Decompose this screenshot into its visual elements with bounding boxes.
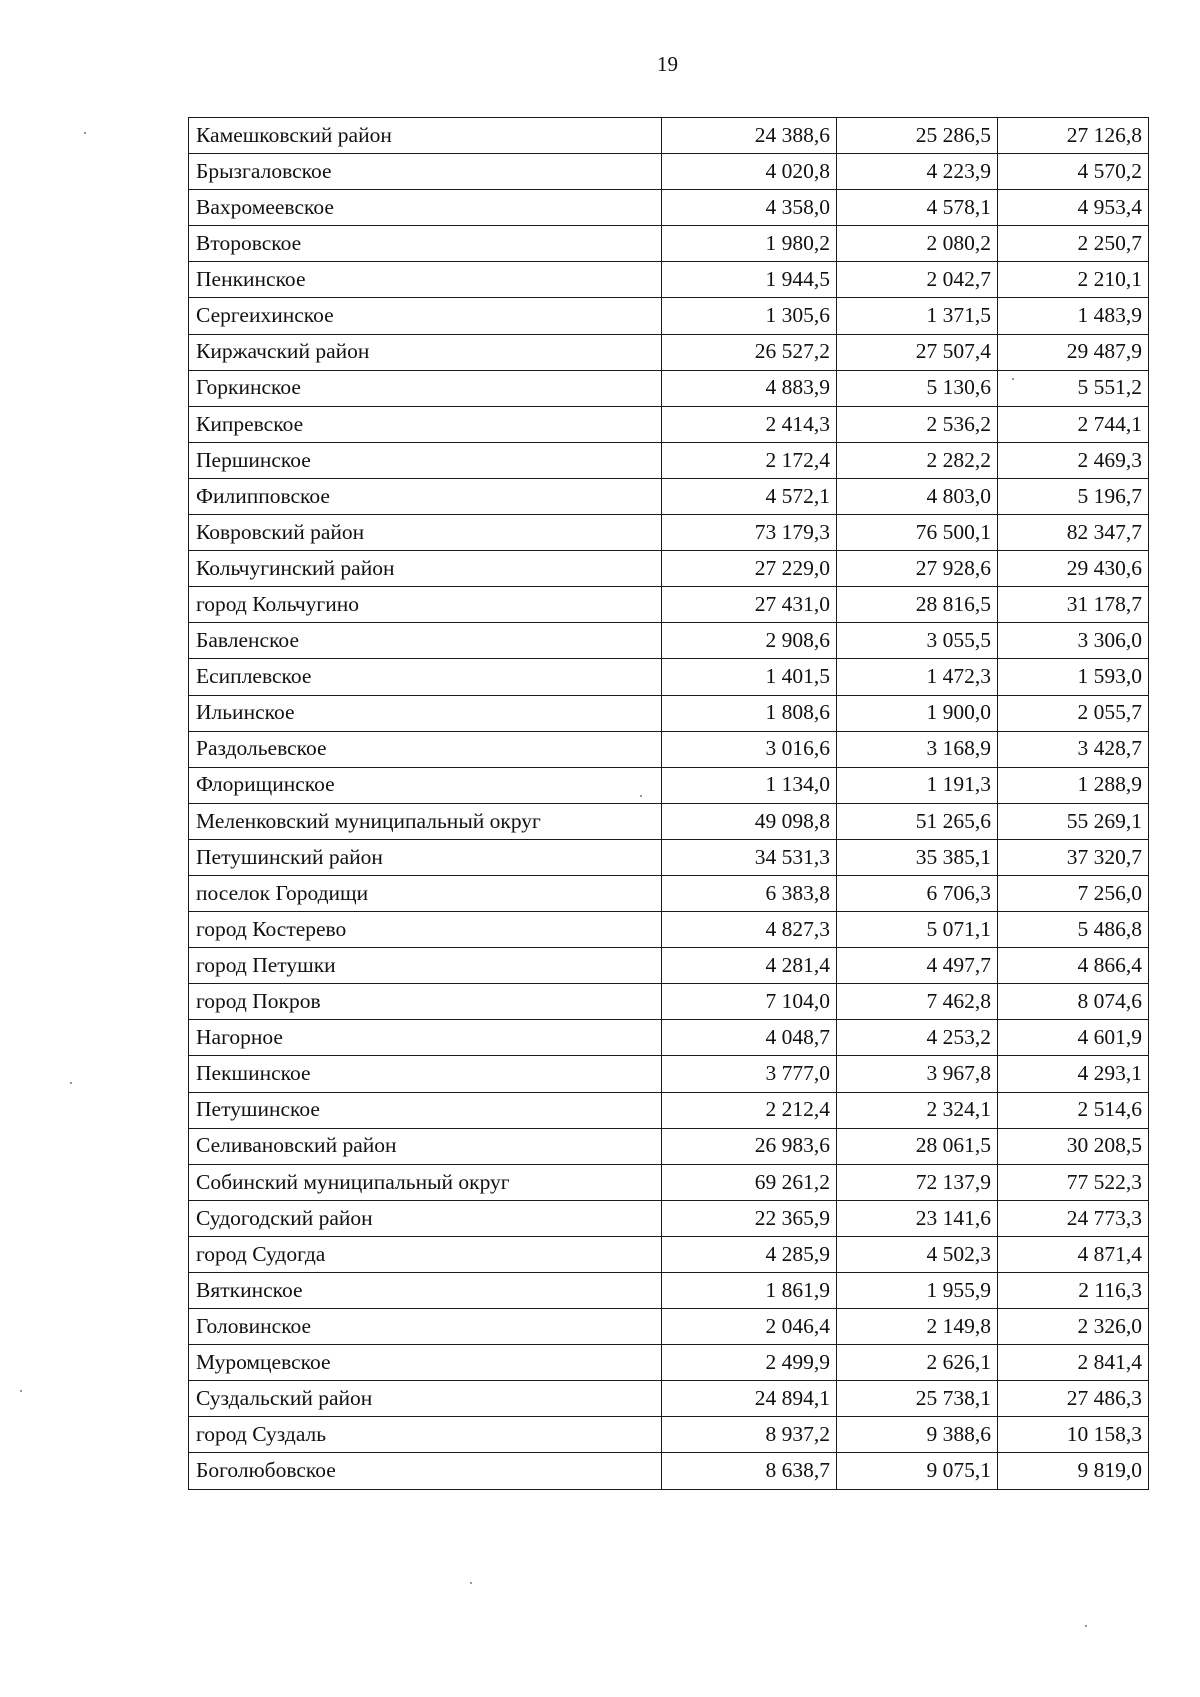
value-cell-3: 9 819,0 — [998, 1453, 1149, 1489]
value-cell-1: 27 431,0 — [662, 587, 837, 623]
value-cell-1: 2 499,9 — [662, 1345, 837, 1381]
row-name-cell: город Суздаль — [189, 1417, 662, 1453]
table-row — [189, 478, 1149, 514]
data-table — [188, 117, 1149, 1490]
value-cell-3: 4 871,4 — [998, 1236, 1149, 1272]
value-cell-2: 51 265,6 — [837, 803, 998, 839]
value-cell-2: 4 502,3 — [837, 1236, 998, 1272]
value-cell-1: 1 944,5 — [662, 262, 837, 298]
table-row — [189, 262, 1149, 298]
row-name-cell: Головинское — [189, 1309, 662, 1345]
table-row — [189, 226, 1149, 262]
row-name-cell: город Судогда — [189, 1236, 662, 1272]
value-cell-1: 2 908,6 — [662, 623, 837, 659]
table-row — [189, 154, 1149, 190]
value-cell-3: 2 744,1 — [998, 406, 1149, 442]
value-cell-3: 4 953,4 — [998, 190, 1149, 226]
table-row — [189, 912, 1149, 948]
row-name-cell: Першинское — [189, 442, 662, 478]
value-cell-2: 4 253,2 — [837, 1020, 998, 1056]
table-row — [189, 1236, 1149, 1272]
table-row — [189, 406, 1149, 442]
row-name-cell: Филипповское — [189, 478, 662, 514]
row-name-cell: Петушинское — [189, 1092, 662, 1128]
value-cell-3: 10 158,3 — [998, 1417, 1149, 1453]
value-cell-1: 1 808,6 — [662, 695, 837, 731]
table-row — [189, 948, 1149, 984]
value-cell-1: 24 388,6 — [662, 118, 837, 154]
value-cell-3: 1 593,0 — [998, 659, 1149, 695]
value-cell-2: 1 472,3 — [837, 659, 998, 695]
table-row — [189, 695, 1149, 731]
value-cell-1: 1 861,9 — [662, 1273, 837, 1309]
value-cell-3: 5 486,8 — [998, 912, 1149, 948]
value-cell-2: 28 061,5 — [837, 1128, 998, 1164]
row-name-cell: Пенкинское — [189, 262, 662, 298]
value-cell-2: 1 955,9 — [837, 1273, 998, 1309]
value-cell-3: 8 074,6 — [998, 984, 1149, 1020]
value-cell-2: 5 130,6 — [837, 370, 998, 406]
row-name-cell: Селивановский район — [189, 1128, 662, 1164]
table-row — [189, 1453, 1149, 1489]
row-name-cell: Камешковский район — [189, 118, 662, 154]
value-cell-2: 2 626,1 — [837, 1345, 998, 1381]
value-cell-2: 27 507,4 — [837, 334, 998, 370]
value-cell-2: 3 055,5 — [837, 623, 998, 659]
row-name-cell: Брызгаловское — [189, 154, 662, 190]
value-cell-1: 2 414,3 — [662, 406, 837, 442]
value-cell-1: 4 020,8 — [662, 154, 837, 190]
table-row — [189, 1381, 1149, 1417]
value-cell-2: 23 141,6 — [837, 1200, 998, 1236]
value-cell-2: 76 500,1 — [837, 515, 998, 551]
value-cell-3: 30 208,5 — [998, 1128, 1149, 1164]
table-row — [189, 370, 1149, 406]
value-cell-2: 5 071,1 — [837, 912, 998, 948]
value-cell-3: 82 347,7 — [998, 515, 1149, 551]
value-cell-3: 29 430,6 — [998, 551, 1149, 587]
row-name-cell: Ильинское — [189, 695, 662, 731]
table-row — [189, 587, 1149, 623]
value-cell-1: 2 172,4 — [662, 442, 837, 478]
value-cell-1: 49 098,8 — [662, 803, 837, 839]
value-cell-3: 2 469,3 — [998, 442, 1149, 478]
page-number: 19 — [657, 52, 678, 76]
value-cell-1: 4 048,7 — [662, 1020, 837, 1056]
value-cell-3: 5 196,7 — [998, 478, 1149, 514]
table-row — [189, 623, 1149, 659]
table-row — [189, 551, 1149, 587]
value-cell-2: 25 738,1 — [837, 1381, 998, 1417]
row-name-cell: Пекшинское — [189, 1056, 662, 1092]
value-cell-1: 24 894,1 — [662, 1381, 837, 1417]
value-cell-1: 69 261,2 — [662, 1164, 837, 1200]
table-row — [189, 298, 1149, 334]
value-cell-1: 7 104,0 — [662, 984, 837, 1020]
table-row — [189, 1417, 1149, 1453]
value-cell-1: 4 883,9 — [662, 370, 837, 406]
row-name-cell: Раздольевское — [189, 731, 662, 767]
value-cell-3: 29 487,9 — [998, 334, 1149, 370]
value-cell-2: 7 462,8 — [837, 984, 998, 1020]
table-row — [189, 767, 1149, 803]
table-row — [189, 1056, 1149, 1092]
value-cell-2: 1 191,3 — [837, 767, 998, 803]
value-cell-1: 8 937,2 — [662, 1417, 837, 1453]
row-name-cell: Кипревское — [189, 406, 662, 442]
row-name-cell: Собинский муниципальный округ — [189, 1164, 662, 1200]
row-name-cell: Вяткинское — [189, 1273, 662, 1309]
value-cell-2: 2 536,2 — [837, 406, 998, 442]
row-name-cell: Второвское — [189, 226, 662, 262]
row-name-cell: Флорищинское — [189, 767, 662, 803]
value-cell-1: 73 179,3 — [662, 515, 837, 551]
value-cell-3: 1 483,9 — [998, 298, 1149, 334]
value-cell-2: 4 803,0 — [837, 478, 998, 514]
table-row — [189, 839, 1149, 875]
table-row — [189, 515, 1149, 551]
value-cell-3: 27 126,8 — [998, 118, 1149, 154]
value-cell-2: 3 168,9 — [837, 731, 998, 767]
value-cell-3: 55 269,1 — [998, 803, 1149, 839]
value-cell-3: 5 551,2 — [998, 370, 1149, 406]
value-cell-3: 4 866,4 — [998, 948, 1149, 984]
value-cell-3: 2 250,7 — [998, 226, 1149, 262]
table-row — [189, 659, 1149, 695]
table-row — [189, 1128, 1149, 1164]
table-row — [189, 731, 1149, 767]
value-cell-2: 2 080,2 — [837, 226, 998, 262]
table-row — [189, 442, 1149, 478]
value-cell-1: 3 016,6 — [662, 731, 837, 767]
value-cell-2: 2 149,8 — [837, 1309, 998, 1345]
value-cell-2: 1 371,5 — [837, 298, 998, 334]
table-row — [189, 190, 1149, 226]
value-cell-1: 6 383,8 — [662, 875, 837, 911]
row-name-cell: Есиплевское — [189, 659, 662, 695]
value-cell-1: 27 229,0 — [662, 551, 837, 587]
table-row — [189, 334, 1149, 370]
value-cell-3: 31 178,7 — [998, 587, 1149, 623]
table-row — [189, 1309, 1149, 1345]
row-name-cell: город Кольчугино — [189, 587, 662, 623]
value-cell-3: 4 293,1 — [998, 1056, 1149, 1092]
row-name-cell: Судогодский район — [189, 1200, 662, 1236]
table-row — [189, 1020, 1149, 1056]
value-cell-3: 2 210,1 — [998, 262, 1149, 298]
value-cell-3: 4 570,2 — [998, 154, 1149, 190]
value-cell-2: 4 497,7 — [837, 948, 998, 984]
value-cell-2: 25 286,5 — [837, 118, 998, 154]
row-name-cell: Суздальский район — [189, 1381, 662, 1417]
value-cell-2: 6 706,3 — [837, 875, 998, 911]
value-cell-2: 35 385,1 — [837, 839, 998, 875]
value-cell-2: 2 042,7 — [837, 262, 998, 298]
table-row — [189, 803, 1149, 839]
row-name-cell: Петушинский район — [189, 839, 662, 875]
table-row — [189, 1092, 1149, 1128]
value-cell-3: 3 428,7 — [998, 731, 1149, 767]
value-cell-3: 2 055,7 — [998, 695, 1149, 731]
value-cell-1: 26 983,6 — [662, 1128, 837, 1164]
row-name-cell: Вахромеевское — [189, 190, 662, 226]
table-row — [189, 1200, 1149, 1236]
value-cell-2: 72 137,9 — [837, 1164, 998, 1200]
value-cell-1: 1 305,6 — [662, 298, 837, 334]
value-cell-1: 2 212,4 — [662, 1092, 837, 1128]
row-name-cell: Нагорное — [189, 1020, 662, 1056]
table-row — [189, 1273, 1149, 1309]
row-name-cell: Киржачский район — [189, 334, 662, 370]
table-row — [189, 984, 1149, 1020]
value-cell-3: 2 116,3 — [998, 1273, 1149, 1309]
row-name-cell: Муромцевское — [189, 1345, 662, 1381]
row-name-cell: Меленковский муниципальный округ — [189, 803, 662, 839]
table-row — [189, 1345, 1149, 1381]
value-cell-1: 4 358,0 — [662, 190, 837, 226]
row-name-cell: Бавленское — [189, 623, 662, 659]
value-cell-2: 28 816,5 — [837, 587, 998, 623]
value-cell-1: 1 401,5 — [662, 659, 837, 695]
value-cell-1: 22 365,9 — [662, 1200, 837, 1236]
value-cell-2: 27 928,6 — [837, 551, 998, 587]
table-row — [189, 1164, 1149, 1200]
value-cell-2: 4 223,9 — [837, 154, 998, 190]
value-cell-2: 3 967,8 — [837, 1056, 998, 1092]
row-name-cell: Боголюбовское — [189, 1453, 662, 1489]
value-cell-1: 4 281,4 — [662, 948, 837, 984]
value-cell-1: 1 980,2 — [662, 226, 837, 262]
row-name-cell: поселок Городищи — [189, 875, 662, 911]
value-cell-3: 3 306,0 — [998, 623, 1149, 659]
value-cell-2: 9 388,6 — [837, 1417, 998, 1453]
value-cell-2: 4 578,1 — [837, 190, 998, 226]
value-cell-3: 4 601,9 — [998, 1020, 1149, 1056]
value-cell-3: 1 288,9 — [998, 767, 1149, 803]
table-row — [189, 875, 1149, 911]
value-cell-3: 2 326,0 — [998, 1309, 1149, 1345]
table-row — [189, 118, 1149, 154]
row-name-cell: город Петушки — [189, 948, 662, 984]
row-name-cell: город Костерево — [189, 912, 662, 948]
value-cell-2: 1 900,0 — [837, 695, 998, 731]
value-cell-1: 4 572,1 — [662, 478, 837, 514]
value-cell-1: 4 827,3 — [662, 912, 837, 948]
value-cell-3: 7 256,0 — [998, 875, 1149, 911]
row-name-cell: Горкинское — [189, 370, 662, 406]
row-name-cell: Ковровский район — [189, 515, 662, 551]
table-body — [189, 118, 1149, 1490]
value-cell-3: 37 320,7 — [998, 839, 1149, 875]
value-cell-3: 24 773,3 — [998, 1200, 1149, 1236]
value-cell-1: 8 638,7 — [662, 1453, 837, 1489]
value-cell-3: 27 486,3 — [998, 1381, 1149, 1417]
value-cell-3: 77 522,3 — [998, 1164, 1149, 1200]
value-cell-1: 26 527,2 — [662, 334, 837, 370]
value-cell-2: 9 075,1 — [837, 1453, 998, 1489]
value-cell-1: 1 134,0 — [662, 767, 837, 803]
value-cell-1: 3 777,0 — [662, 1056, 837, 1092]
value-cell-1: 34 531,3 — [662, 839, 837, 875]
value-cell-1: 4 285,9 — [662, 1236, 837, 1272]
value-cell-1: 2 046,4 — [662, 1309, 837, 1345]
row-name-cell: Сергеихинское — [189, 298, 662, 334]
row-name-cell: город Покров — [189, 984, 662, 1020]
value-cell-3: 2 841,4 — [998, 1345, 1149, 1381]
row-name-cell: Кольчугинский район — [189, 551, 662, 587]
value-cell-2: 2 324,1 — [837, 1092, 998, 1128]
value-cell-2: 2 282,2 — [837, 442, 998, 478]
value-cell-3: 2 514,6 — [998, 1092, 1149, 1128]
